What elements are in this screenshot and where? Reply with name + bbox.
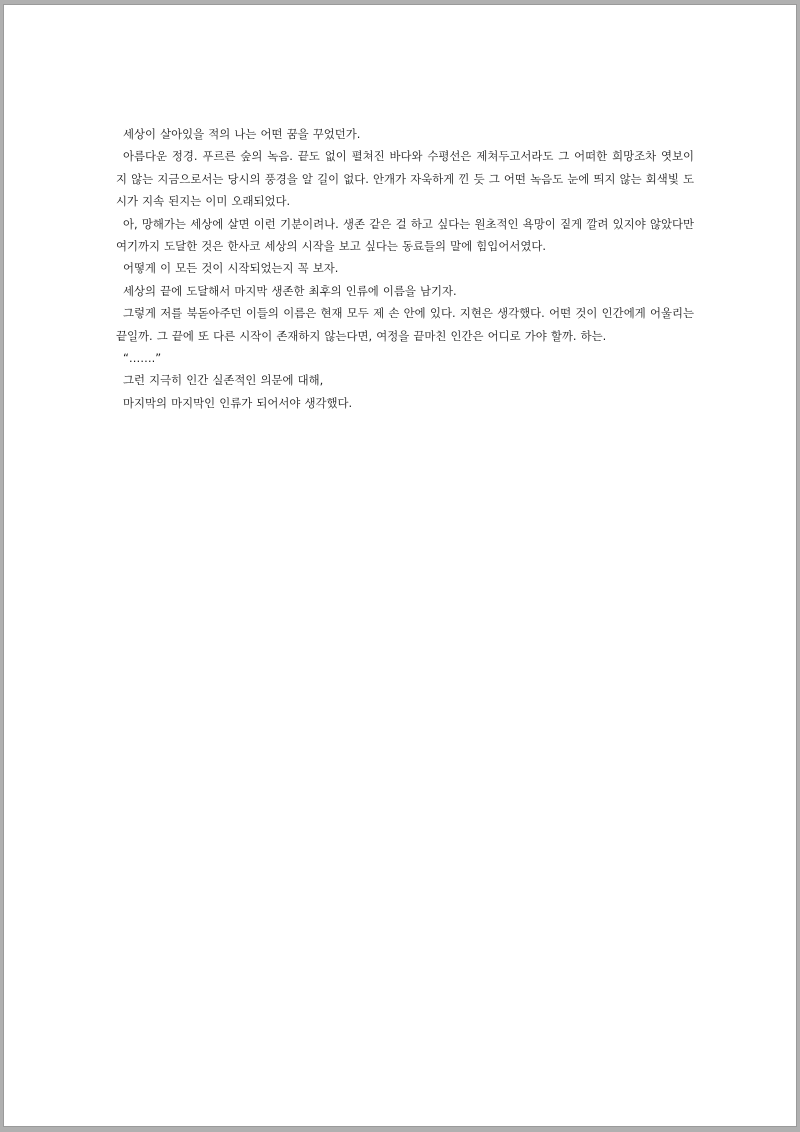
document-page xyxy=(3,4,797,1127)
paragraph: 아, 망해가는 세상에 살면 이런 기분이려나. 생존 같은 걸 하고 싶다는 원초적인 욕망이 짙게 깔려 있지야 않았다만 여기까지 도달한 것은 한사코 세상의 시작을 보고 싶다는 동료들의 말에 힘입어서였다. xyxy=(116,216,694,254)
paragraph: “…….” xyxy=(123,351,162,366)
paragraph: 어떻게 이 모든 것이 시작되었는지 꼭 보자. xyxy=(123,261,339,276)
paragraph: 세상의 끝에 도달해서 마지막 생존한 최후의 인류에 이름을 남기자. xyxy=(123,283,457,298)
paragraph: 아름다운 정경. 푸르른 숲의 녹음. 끝도 없이 펼쳐진 바다와 수평선은 제쳐두고서라도 그 어떠한 희망조차 엿보이지 않는 지금으로서는 당시의 풍경을 알 길이 없다. 안개가 자욱하게 낀 듯 그 어떤 녹음도 눈에 띄지 않는 회색빛 도시가 지속 된지는 이미 오래되었다. xyxy=(116,149,694,209)
paragraph: 세상이 살아있을 적의 나는 어떤 꿈을 꾸었던가. xyxy=(123,127,361,141)
paragraph: 그렇게 저를 북돋아주던 이들의 이름은 현재 모두 제 손 안에 있다. 지현은 생각했다. 어떤 것이 인간에게 어울리는 끝일까. 그 끝에 또 다른 시작이 존재하지 않는다면, 여정을 끝마친 인간은 어디로 가야 할까. 하는. xyxy=(116,306,694,343)
paragraph: 그런 지극히 인간 실존적인 의문에 대해, xyxy=(123,373,324,388)
document-text-body xyxy=(116,123,694,414)
paragraph: 마지막의 마지막인 인류가 되어서야 생각했다. xyxy=(123,395,353,410)
